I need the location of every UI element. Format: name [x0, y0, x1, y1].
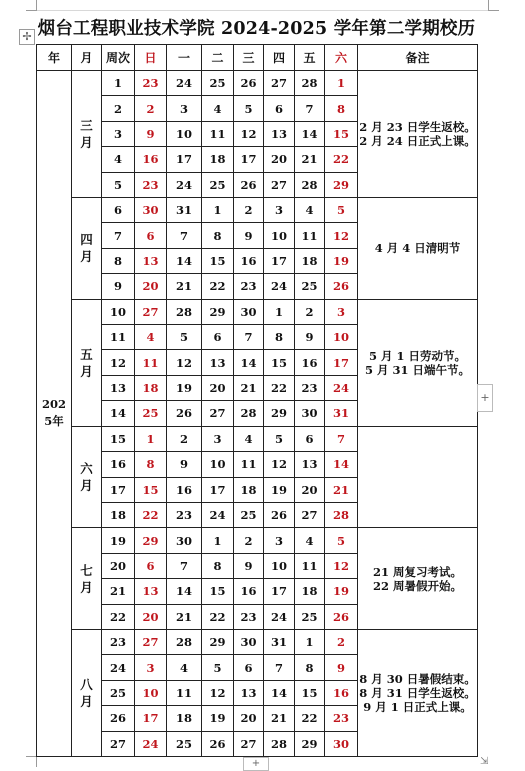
day-cell: 28: [295, 71, 325, 96]
day-cell: 22: [325, 147, 358, 172]
week-number: 11: [102, 325, 135, 350]
day-cell: 21: [264, 706, 295, 731]
day-cell: 18: [295, 579, 325, 604]
header-day-thu: 四: [264, 45, 295, 71]
day-cell: 2: [325, 629, 358, 654]
day-cell: 19: [325, 248, 358, 273]
day-cell: 15: [202, 579, 234, 604]
day-cell: 28: [167, 299, 202, 324]
day-cell: 19: [325, 579, 358, 604]
day-cell: 8: [202, 553, 234, 578]
header-week: 周次: [102, 45, 135, 71]
day-cell: 5: [325, 198, 358, 223]
day-cell: 9: [325, 655, 358, 680]
header-day-mon: 一: [167, 45, 202, 71]
day-cell: 18: [202, 147, 234, 172]
day-cell: 22: [295, 706, 325, 731]
day-cell: 17: [264, 579, 295, 604]
day-cell: 1: [295, 629, 325, 654]
week-number: 18: [102, 502, 135, 527]
day-cell: 2: [135, 96, 167, 121]
day-cell: 22: [135, 502, 167, 527]
page-corner-mark: [488, 0, 499, 11]
day-cell: 20: [234, 706, 264, 731]
day-cell: 25: [135, 401, 167, 426]
day-cell: 23: [167, 502, 202, 527]
month-cell: [72, 629, 102, 756]
day-cell: 14: [295, 121, 325, 146]
day-cell: 9: [295, 325, 325, 350]
day-cell: 30: [135, 198, 167, 223]
day-cell: 10: [325, 325, 358, 350]
month-label: 七月: [80, 562, 93, 595]
week-number: 27: [102, 731, 135, 756]
header-row: [37, 45, 478, 71]
day-cell: 24: [135, 731, 167, 756]
day-cell: 12: [167, 350, 202, 375]
week-number: 23: [102, 629, 135, 654]
day-cell: 11: [135, 350, 167, 375]
day-cell: 16: [167, 477, 202, 502]
day-cell: 14: [167, 248, 202, 273]
week-number: 6: [102, 198, 135, 223]
day-cell: 7: [234, 325, 264, 350]
day-cell: 21: [325, 477, 358, 502]
day-cell: 15: [135, 477, 167, 502]
week-number: 20: [102, 553, 135, 578]
add-column-button[interactable]: +: [477, 384, 493, 412]
week-number: 16: [102, 452, 135, 477]
move-cross-icon[interactable]: ✢: [19, 29, 35, 45]
note-cell: [358, 299, 478, 426]
day-cell: 17: [167, 147, 202, 172]
day-cell: 1: [202, 198, 234, 223]
day-cell: 13: [202, 350, 234, 375]
day-cell: 30: [234, 629, 264, 654]
day-cell: 11: [295, 223, 325, 248]
day-cell: 6: [295, 426, 325, 451]
day-cell: 1: [202, 528, 234, 553]
week-number: 26: [102, 706, 135, 731]
day-cell: 4: [202, 96, 234, 121]
day-cell: 3: [325, 299, 358, 324]
day-cell: 8: [295, 655, 325, 680]
day-cell: 26: [234, 71, 264, 96]
day-cell: 23: [295, 375, 325, 400]
day-cell: 5: [167, 325, 202, 350]
day-cell: 9: [234, 553, 264, 578]
header-day-wed: 三: [234, 45, 264, 71]
day-cell: 19: [167, 375, 202, 400]
week-number: 14: [102, 401, 135, 426]
month-label: 三月: [80, 118, 93, 151]
day-cell: 2: [234, 198, 264, 223]
day-cell: 7: [167, 553, 202, 578]
day-cell: 28: [325, 502, 358, 527]
year-cell: [37, 71, 72, 757]
day-cell: 3: [264, 198, 295, 223]
week-row: [37, 629, 478, 654]
week-number: 9: [102, 274, 135, 299]
day-cell: 15: [264, 350, 295, 375]
day-cell: 17: [234, 147, 264, 172]
day-cell: 29: [295, 731, 325, 756]
day-cell: 29: [264, 401, 295, 426]
month-cell: [72, 299, 102, 426]
day-cell: 23: [234, 604, 264, 629]
month-label: 四月: [80, 232, 93, 265]
day-cell: 4: [295, 198, 325, 223]
day-cell: 20: [264, 147, 295, 172]
note-line: 22 周暑假开始。: [372, 578, 462, 593]
day-cell: 16: [234, 248, 264, 273]
day-cell: 3: [135, 655, 167, 680]
note-line: 8 月 30 日暑假结束。: [359, 671, 476, 686]
note-line: 4 月 4 日清明节: [374, 241, 461, 256]
week-row: [37, 426, 478, 451]
day-cell: 4: [295, 528, 325, 553]
day-cell: 14: [234, 350, 264, 375]
day-cell: 4: [234, 426, 264, 451]
day-cell: 28: [264, 731, 295, 756]
day-cell: 28: [295, 172, 325, 197]
day-cell: 16: [135, 147, 167, 172]
day-cell: 31: [264, 629, 295, 654]
day-cell: 6: [135, 553, 167, 578]
calendar-title: 烟台工程职业技术学院 2024-2025 学年第二学期校历: [37, 19, 476, 39]
day-cell: 29: [202, 299, 234, 324]
day-cell: 10: [167, 121, 202, 146]
note-line: 21 周复习考试。: [372, 564, 462, 579]
header-day-tue: 二: [202, 45, 234, 71]
day-cell: 24: [264, 274, 295, 299]
day-cell: 27: [264, 172, 295, 197]
day-cell: 1: [264, 299, 295, 324]
day-cell: 13: [264, 121, 295, 146]
day-cell: 14: [264, 680, 295, 705]
day-cell: 12: [202, 680, 234, 705]
note-cell: [358, 426, 478, 528]
day-cell: 17: [264, 248, 295, 273]
day-cell: 17: [325, 350, 358, 375]
year-label: 2025年: [41, 397, 66, 429]
day-cell: 18: [295, 248, 325, 273]
day-cell: 21: [295, 147, 325, 172]
day-cell: 3: [202, 426, 234, 451]
day-cell: 27: [264, 71, 295, 96]
day-cell: 19: [264, 477, 295, 502]
week-row: [37, 198, 478, 223]
day-cell: 11: [234, 452, 264, 477]
note-cell: [358, 629, 478, 756]
day-cell: 31: [325, 401, 358, 426]
month-cell: [72, 198, 102, 300]
day-cell: 24: [167, 71, 202, 96]
note-line: 5 月 31 日端午节。: [364, 362, 470, 377]
week-row: [37, 299, 478, 324]
day-cell: 22: [202, 604, 234, 629]
note-line: 2 月 24 日正式上课。: [359, 134, 476, 149]
day-cell: 17: [135, 706, 167, 731]
week-number: 24: [102, 655, 135, 680]
week-number: 5: [102, 172, 135, 197]
day-cell: 23: [135, 172, 167, 197]
add-row-button[interactable]: +: [243, 757, 269, 771]
day-cell: 24: [264, 604, 295, 629]
day-cell: 23: [135, 71, 167, 96]
day-cell: 7: [264, 655, 295, 680]
day-cell: 21: [234, 375, 264, 400]
day-cell: 8: [264, 325, 295, 350]
day-cell: 31: [167, 198, 202, 223]
day-cell: 12: [234, 121, 264, 146]
day-cell: 10: [264, 553, 295, 578]
day-cell: 13: [295, 452, 325, 477]
header-day-sat: 六: [325, 45, 358, 71]
day-cell: 6: [202, 325, 234, 350]
day-cell: 30: [234, 299, 264, 324]
day-cell: 18: [167, 706, 202, 731]
day-cell: 6: [135, 223, 167, 248]
day-cell: 22: [202, 274, 234, 299]
day-cell: 27: [135, 629, 167, 654]
week-number: 8: [102, 248, 135, 273]
page-corner-mark: [26, 756, 37, 767]
day-cell: 18: [135, 375, 167, 400]
day-cell: 18: [234, 477, 264, 502]
day-cell: 20: [135, 604, 167, 629]
day-cell: 25: [202, 172, 234, 197]
day-cell: 20: [135, 274, 167, 299]
week-number: 2: [102, 96, 135, 121]
day-cell: 13: [135, 579, 167, 604]
note-line: 8 月 31 日学生返校。: [359, 685, 476, 700]
day-cell: 22: [264, 375, 295, 400]
month-cell: [72, 528, 102, 630]
day-cell: 19: [202, 706, 234, 731]
day-cell: 10: [202, 452, 234, 477]
note-cell: [358, 71, 478, 198]
calendar-body: [37, 71, 478, 757]
day-cell: 30: [167, 528, 202, 553]
day-cell: 29: [202, 629, 234, 654]
day-cell: 23: [325, 706, 358, 731]
week-number: 1: [102, 71, 135, 96]
day-cell: 15: [202, 248, 234, 273]
week-number: 22: [102, 604, 135, 629]
week-number: 13: [102, 375, 135, 400]
day-cell: 24: [202, 502, 234, 527]
day-cell: 12: [325, 553, 358, 578]
day-cell: 5: [325, 528, 358, 553]
day-cell: 26: [264, 502, 295, 527]
day-cell: 25: [167, 731, 202, 756]
day-cell: 11: [167, 680, 202, 705]
day-cell: 20: [295, 477, 325, 502]
day-cell: 2: [234, 528, 264, 553]
day-cell: 9: [135, 121, 167, 146]
week-number: 19: [102, 528, 135, 553]
day-cell: 10: [264, 223, 295, 248]
day-cell: 27: [135, 299, 167, 324]
day-cell: 21: [167, 274, 202, 299]
day-cell: 11: [295, 553, 325, 578]
page-top-edge: [36, 10, 493, 11]
header-note: 备注: [358, 45, 478, 71]
header-day-sun: 日: [135, 45, 167, 71]
day-cell: 26: [234, 172, 264, 197]
day-cell: 12: [264, 452, 295, 477]
week-number: 21: [102, 579, 135, 604]
day-cell: 6: [234, 655, 264, 680]
week-row: [37, 71, 478, 96]
day-cell: 27: [295, 502, 325, 527]
day-cell: 14: [167, 579, 202, 604]
day-cell: 14: [325, 452, 358, 477]
day-cell: 24: [325, 375, 358, 400]
day-cell: 25: [234, 502, 264, 527]
day-cell: 2: [167, 426, 202, 451]
day-cell: 24: [167, 172, 202, 197]
week-row: [37, 528, 478, 553]
day-cell: 7: [325, 426, 358, 451]
day-cell: 5: [234, 96, 264, 121]
header-year: 年: [37, 45, 72, 71]
month-cell: [72, 71, 102, 198]
day-cell: 29: [135, 528, 167, 553]
day-cell: 16: [295, 350, 325, 375]
note-line: 2 月 23 日学生返校。: [359, 120, 476, 135]
week-number: 3: [102, 121, 135, 146]
school-calendar-table: [36, 44, 478, 757]
week-number: 12: [102, 350, 135, 375]
day-cell: 30: [295, 401, 325, 426]
day-cell: 27: [202, 401, 234, 426]
week-number: 17: [102, 477, 135, 502]
week-number: 7: [102, 223, 135, 248]
note-cell: [358, 198, 478, 300]
month-label: 六月: [80, 461, 93, 493]
day-cell: 26: [325, 274, 358, 299]
day-cell: 2: [295, 299, 325, 324]
week-number: 15: [102, 426, 135, 451]
day-cell: 5: [264, 426, 295, 451]
day-cell: 4: [135, 325, 167, 350]
month-cell: [72, 426, 102, 528]
resize-corner-icon[interactable]: ⇲: [480, 756, 489, 767]
day-cell: 15: [325, 121, 358, 146]
day-cell: 30: [325, 731, 358, 756]
day-cell: 28: [234, 401, 264, 426]
day-cell: 27: [234, 731, 264, 756]
day-cell: 28: [167, 629, 202, 654]
month-label: 五月: [80, 346, 93, 379]
day-cell: 8: [202, 223, 234, 248]
day-cell: 21: [167, 604, 202, 629]
header-day-fri: 五: [295, 45, 325, 71]
day-cell: 7: [167, 223, 202, 248]
day-cell: 13: [135, 248, 167, 273]
day-cell: 4: [167, 655, 202, 680]
day-cell: 25: [202, 71, 234, 96]
day-cell: 29: [325, 172, 358, 197]
month-label: 八月: [80, 676, 93, 709]
day-cell: 17: [202, 477, 234, 502]
day-cell: 13: [234, 680, 264, 705]
day-cell: 16: [325, 680, 358, 705]
day-cell: 3: [264, 528, 295, 553]
page-corner-mark: [26, 0, 37, 11]
day-cell: 25: [295, 604, 325, 629]
day-cell: 3: [167, 96, 202, 121]
day-cell: 11: [202, 121, 234, 146]
day-cell: 8: [135, 452, 167, 477]
day-cell: 9: [234, 223, 264, 248]
day-cell: 9: [167, 452, 202, 477]
week-number: 25: [102, 680, 135, 705]
note-line: 9 月 1 日正式上课。: [363, 699, 472, 714]
week-number: 4: [102, 147, 135, 172]
day-cell: 12: [325, 223, 358, 248]
day-cell: 6: [264, 96, 295, 121]
note-cell: [358, 528, 478, 630]
header-month: 月: [72, 45, 102, 71]
day-cell: 1: [325, 71, 358, 96]
note-line: 5 月 1 日劳动节。: [368, 348, 466, 363]
day-cell: 26: [325, 604, 358, 629]
day-cell: 8: [325, 96, 358, 121]
day-cell: 25: [295, 274, 325, 299]
day-cell: 26: [202, 731, 234, 756]
day-cell: 23: [234, 274, 264, 299]
day-cell: 7: [295, 96, 325, 121]
day-cell: 10: [135, 680, 167, 705]
day-cell: 15: [295, 680, 325, 705]
day-cell: 20: [202, 375, 234, 400]
day-cell: 26: [167, 401, 202, 426]
day-cell: 1: [135, 426, 167, 451]
day-cell: 5: [202, 655, 234, 680]
week-number: 10: [102, 299, 135, 324]
day-cell: 16: [234, 579, 264, 604]
